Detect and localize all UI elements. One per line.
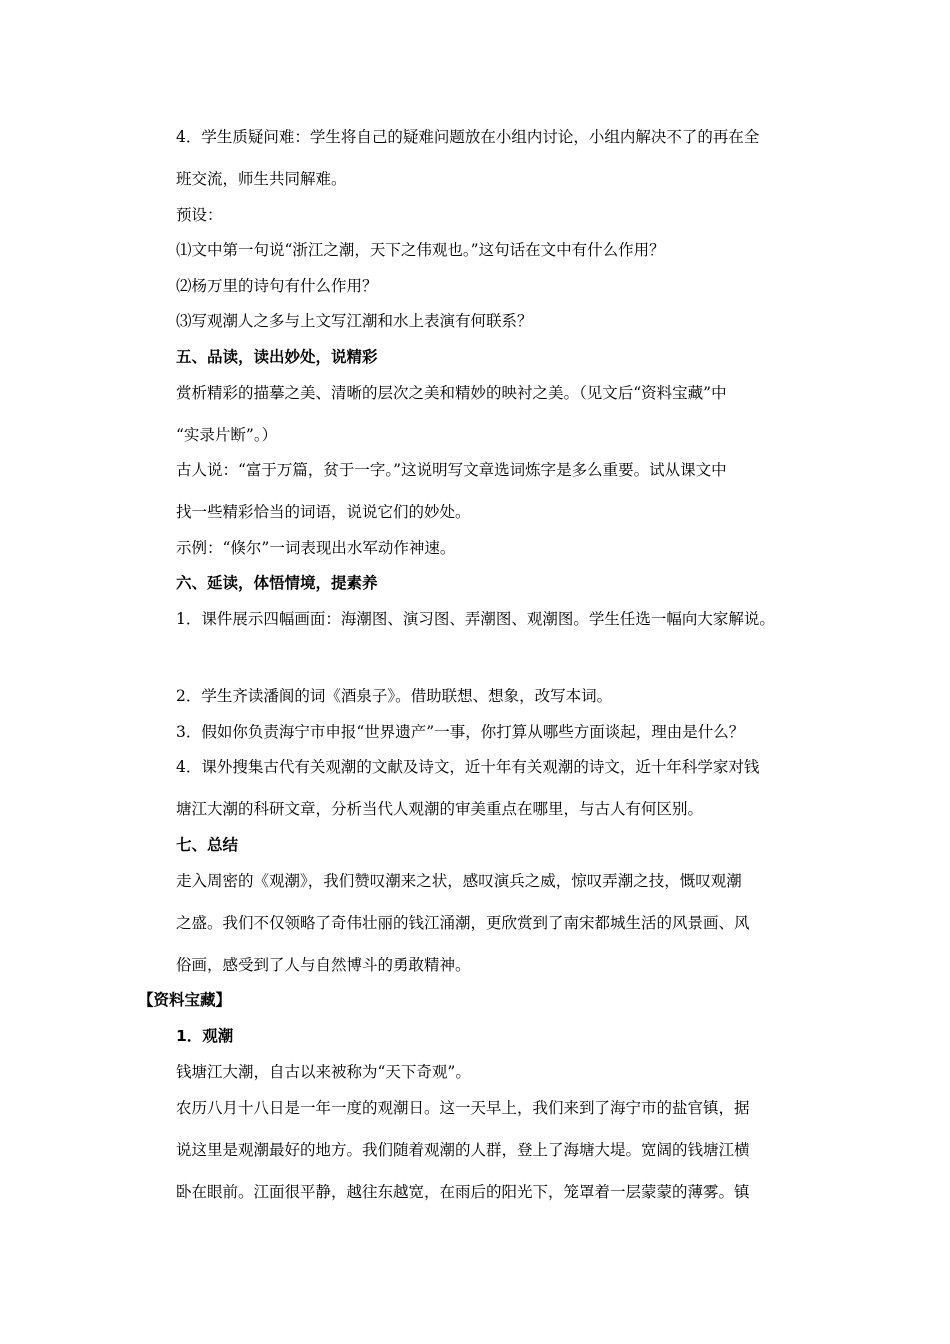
text-line: 塘江大潮的科研文章，分析当代人观潮的审美重点在哪里，与古人有何区别。 — [176, 800, 704, 818]
text-line: 之盛。我们不仅领略了奇伟壮丽的钱江涌潮，更欣赏到了南宋都城生活的风景画、风 — [176, 914, 750, 932]
text-line: 农历八月十八日是一年一度的观潮日。这一天早上，我们来到了海宁市的盐官镇，据 — [176, 1099, 750, 1117]
text-line: ⑶写观潮人之多与上文写江潮和水上表演有何联系？ — [176, 312, 533, 330]
text-line: 走入周密的《观潮》，我们赞叹潮来之状，感叹演兵之威，惊叹弄潮之技，慨叹观潮 — [176, 872, 742, 890]
text-line: “实录片断”。） — [176, 426, 278, 444]
text-line: 卧在眼前。江面很平静，越往东越宽，在雨后的阳光下，笼罩着一层蒙蒙的薄雾。镇 — [176, 1183, 750, 1201]
text-line: 4．学生质疑问难：学生将自己的疑难问题放在小组内讨论，小组内解决不了的再在全 — [176, 128, 760, 146]
resource-heading: 【资料宝藏】 — [138, 991, 232, 1009]
text-line: 古人说：“富于万篇，贫于一字。”这说明写文章选词炼字是多么重要。试从课文中 — [176, 461, 727, 479]
text-line: 4．课外搜集古代有关观潮的文献及诗文，近十年有关观潮的诗文，近十年科学家对钱 — [176, 758, 760, 776]
section-heading: 五、品读，读出妙处，说精彩 — [176, 348, 378, 366]
text-line: ⑴文中第一句说“浙江之潮，天下之伟观也。”这句话在文中有什么作用？ — [176, 241, 665, 259]
subsection-heading: 1．观潮 — [176, 1027, 234, 1045]
section-heading: 六、延读，体悟情境，提素养 — [176, 574, 378, 592]
text-line: 2．学生齐读潘阆的词《酒泉子》。借助联想、想象，改写本词。 — [176, 687, 613, 705]
text-line: 示例：“倏尔”一词表现出水军动作神速。 — [176, 539, 456, 557]
text-line: 班交流，师生共同解难。 — [176, 170, 347, 188]
text-line: 预设： — [176, 206, 223, 224]
text-line: 说这里是观潮最好的地方。我们随着观潮的人群，登上了海塘大堤。宽阔的钱塘江横 — [176, 1141, 750, 1159]
text-line: 钱塘江大潮，自古以来被称为“天下奇观”。 — [176, 1063, 471, 1081]
text-line: 1．课件展示四幅画面：海潮图、演习图、弄潮图、观潮图。学生任选一幅向大家解说。 — [176, 610, 775, 628]
text-line: 找一些精彩恰当的词语，说说它们的妙处。 — [176, 503, 471, 521]
text-line: 3．假如你负责海宁市申报“世界遗产”一事，你打算从哪些方面谈起，理由是什么？ — [176, 723, 745, 741]
text-line: 俗画，感受到了人与自然博斗的勇敢精神。 — [176, 956, 471, 974]
text-line: 赏析精彩的描摹之美、清晰的层次之美和精妙的映衬之美。（见文后“资料宝藏”中 — [176, 384, 727, 402]
section-heading: 七、总结 — [176, 836, 239, 854]
text-line: ⑵杨万里的诗句有什么作用？ — [176, 277, 378, 295]
